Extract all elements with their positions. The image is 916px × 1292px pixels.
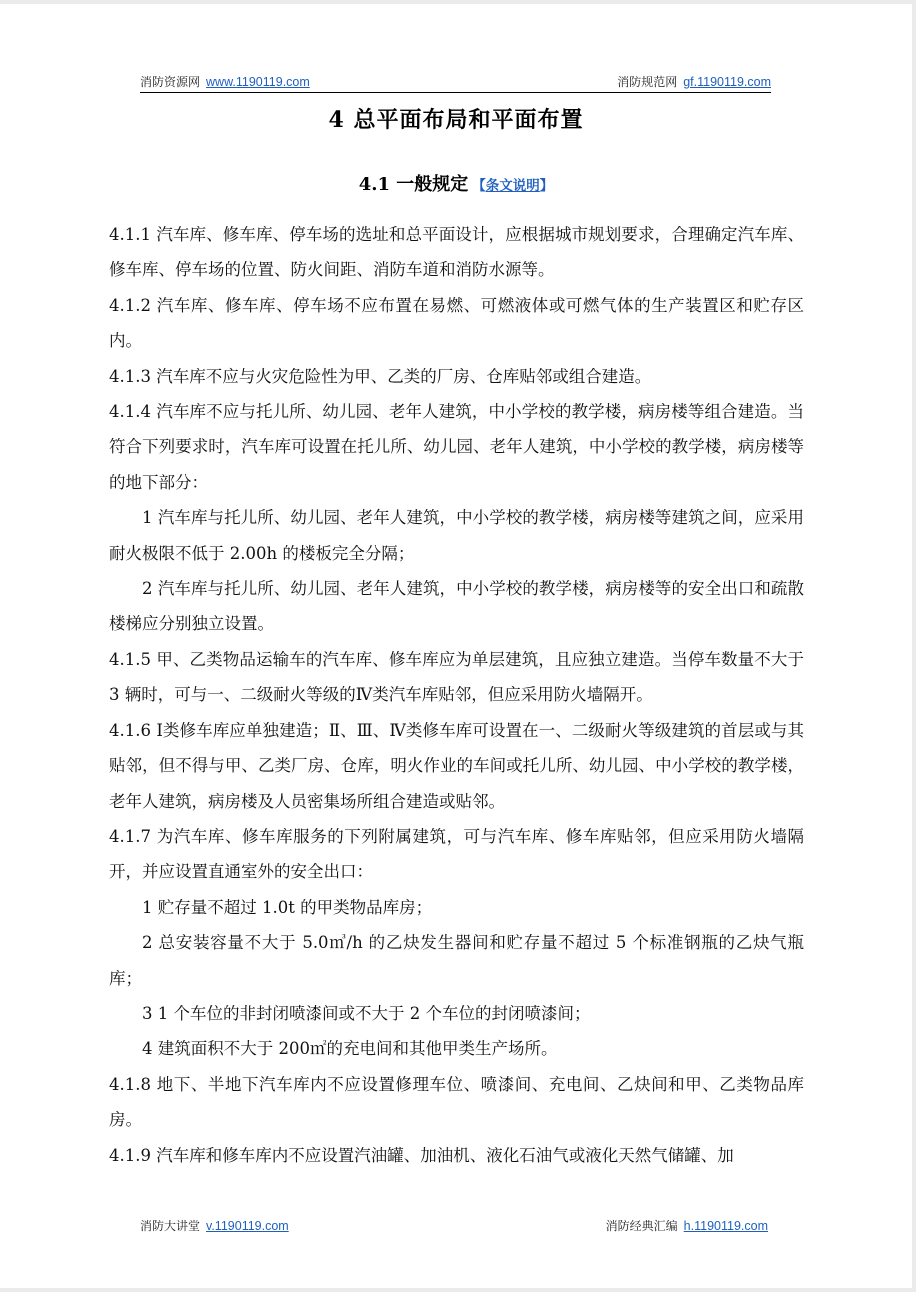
clause-paragraph: 4.1.9 汽车库和修车库内不应设置汽油罐、加油机、液化石油气或液化天然气储罐、加 bbox=[109, 1145, 734, 1165]
footer-left-link[interactable]: v.1190119.com bbox=[206, 1219, 289, 1233]
clause-paragraph: 4.1.8 地下、半地下汽车库内不应设置修理车位、喷漆间、充电间、乙炔间和甲、乙类物品库房。 bbox=[109, 1074, 804, 1130]
header-left-label: 消防资源网 bbox=[140, 75, 201, 89]
footer-left bbox=[140, 1218, 289, 1234]
bracket-close: 】 bbox=[539, 178, 554, 194]
clause-paragraph: 4.1.2 汽车库、修车库、停车场不应布置在易燃、可燃液体或可燃气体的生产装置区和贮存区内。 bbox=[109, 295, 804, 351]
clause-paragraph: 4.1.6 Ⅰ类修车库应单独建造；Ⅱ、Ⅲ、Ⅳ类修车库可设置在一、二级耐火等级建筑的首层或与其贴邻，但不得与甲、乙类厂房、仓库，明火作业的车间或托儿所、幼儿园、中小学校的教学楼，老年人建筑，病房楼及人员密集场所组合建造或贴邻。 bbox=[109, 720, 804, 811]
chapter-title: 4 总平面布局和平面布置 bbox=[328, 107, 584, 133]
list-item: 2 总安装容量不大于 5.0㎥/h 的乙炔发生器间和贮存量不超过 5 个标准钢瓶的乙炔气瓶库； bbox=[109, 933, 804, 988]
footer-left-label: 消防大讲堂 bbox=[140, 1219, 201, 1233]
clause-paragraph: 4.1.3 汽车库不应与火灾危险性为甲、乙类的厂房、仓库贴邻或组合建造。 bbox=[109, 366, 652, 386]
header-right-label: 消防规范网 bbox=[617, 75, 678, 89]
list-item: 4 建筑面积不大于 200㎡的充电间和其他甲类生产场所。 bbox=[142, 1039, 558, 1059]
header-left-link[interactable]: www.1190119.com bbox=[206, 75, 310, 89]
list-item: 1 贮存量不超过 1.0t 的甲类物品库房； bbox=[142, 897, 433, 917]
section-title bbox=[0, 170, 912, 196]
running-header bbox=[140, 74, 771, 93]
section-title-text: 4.1 一般规定 bbox=[358, 174, 469, 195]
running-footer bbox=[140, 1218, 771, 1236]
document-page bbox=[0, 4, 912, 1288]
body-text bbox=[109, 217, 804, 1173]
clause-paragraph: 4.1.7 为汽车库、修车库服务的下列附属建筑，可与汽车库、修车库贴邻，但应采用防火墙隔开，并应设置直通室外的安全出口： bbox=[109, 826, 804, 882]
header-left bbox=[140, 74, 310, 90]
list-item: 3 1 个车位的非封闭喷漆间或不大于 2 个车位的封闭喷漆间； bbox=[142, 1003, 591, 1023]
clause-paragraph: 4.1.1 汽车库、修车库、停车场的选址和总平面设计，应根据城市规划要求，合理确定汽车库、修车库、停车场的位置、防火间距、消防车道和消防水源等。 bbox=[109, 225, 804, 280]
list-item: 1 汽车库与托儿所、幼儿园、老年人建筑，中小学校的教学楼，病房楼等建筑之间，应采用耐火极限不低于 2.00h 的楼板完全分隔； bbox=[109, 508, 804, 563]
clause-paragraph: 4.1.4 汽车库不应与托儿所、幼儿园、老年人建筑，中小学校的教学楼，病房楼等组合建造。当符合下列要求时，汽车库可设置在托儿所、幼儿园、老年人建筑，中小学校的教学楼，病房楼等的地下部分： bbox=[109, 402, 804, 492]
footer-right-link[interactable]: h.1190119.com bbox=[683, 1219, 768, 1233]
list-item: 2 汽车库与托儿所、幼儿园、老年人建筑，中小学校的教学楼，病房楼等的安全出口和疏散楼梯应分别独立设置。 bbox=[109, 579, 804, 634]
clause-explanation-label[interactable]: 条文说明 bbox=[485, 178, 540, 194]
header-right bbox=[617, 74, 771, 90]
header-right-link[interactable]: gf.1190119.com bbox=[683, 75, 771, 89]
clause-explanation-link[interactable] bbox=[472, 178, 553, 194]
footer-right-label: 消防经典汇编 bbox=[605, 1219, 678, 1233]
footer-right bbox=[606, 1218, 768, 1234]
bracket-open: 【 bbox=[472, 178, 486, 194]
clause-paragraph: 4.1.5 甲、乙类物品运输车的汽车库、修车库应为单层建筑，且应独立建造。当停车数量不大于 3 辆时，可与一、二级耐火等级的Ⅳ类汽车库贴邻，但应采用防火墙隔开。 bbox=[109, 649, 804, 705]
